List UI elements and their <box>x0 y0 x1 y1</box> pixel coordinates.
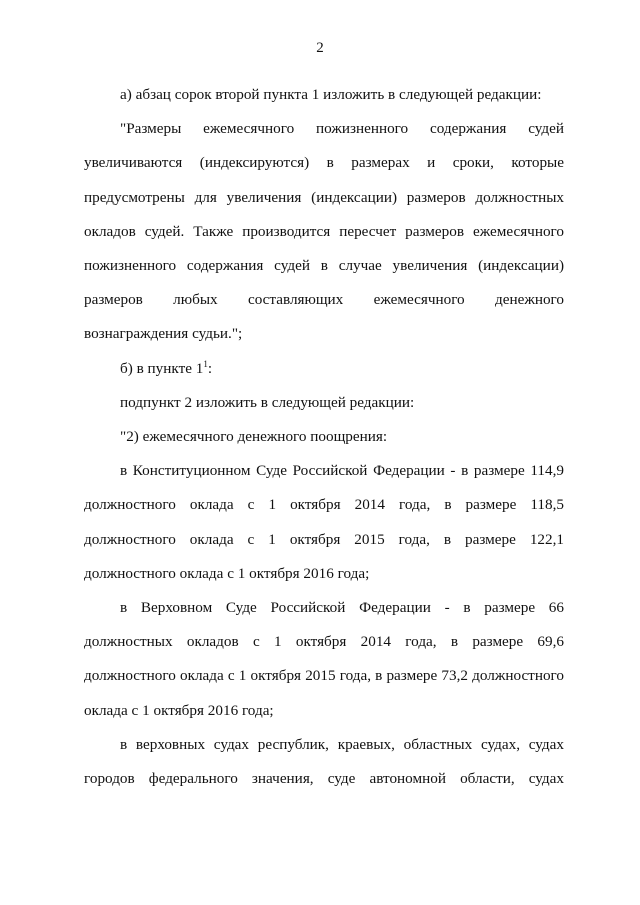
paragraph-subpoint: подпункт 2 изложить в следующей редакции: <box>120 393 415 411</box>
paragraph-b-tail: : <box>207 359 213 377</box>
paragraph-supreme-court: в Верховном Суде Российской Федерации - в размере 66 должностных окладов с 1 октября 2014 года, в размере 69,6 должностного оклада с 1 октября 2015 года, в размере 73,2 должностного оклада с 1 октября 2016 года; <box>84 599 564 719</box>
paragraph-regional-courts: в верховных судах республик, краевых, областных судах, судах городов федерального значения, суде автономной области, судах <box>84 735 564 788</box>
document-body <box>84 78 564 796</box>
paragraph-b <box>84 352 564 386</box>
paragraph-constitutional-court: в Конституционном Суде Российской Федерации - в размере 114,9 должностного оклада с 1 октября 2014 года, в размере 118,5 должностного оклада с 1 октября 2015 года, в размере 122,1 должностного оклада с 1 октября 2016 года; <box>84 462 564 582</box>
paragraph-b-text: б) в пункте 1 <box>120 359 204 377</box>
paragraph-quote-pension: "Размеры ежемесячного пожизненного содержания судей увеличиваются (индексируются) в размерах и сроки, которые предусмотрены для увеличения (индексации) размеров должностных окладов судей. Также производится пересчет размеров ежемесячного пожизненного содержания судей в случае увеличения (индексации) размеров любых составляющих ежемесячного денежного вознаграждения судьи."; <box>84 120 564 343</box>
page-number: 2 <box>316 40 324 56</box>
paragraph-monthly-bonus: "2) ежемесячного денежного поощрения: <box>120 428 388 446</box>
paragraph-a: а) абзац сорок второй пункта 1 изложить в следующей редакции: <box>120 86 542 103</box>
paragraph-b-superscript: 1 <box>203 358 208 369</box>
